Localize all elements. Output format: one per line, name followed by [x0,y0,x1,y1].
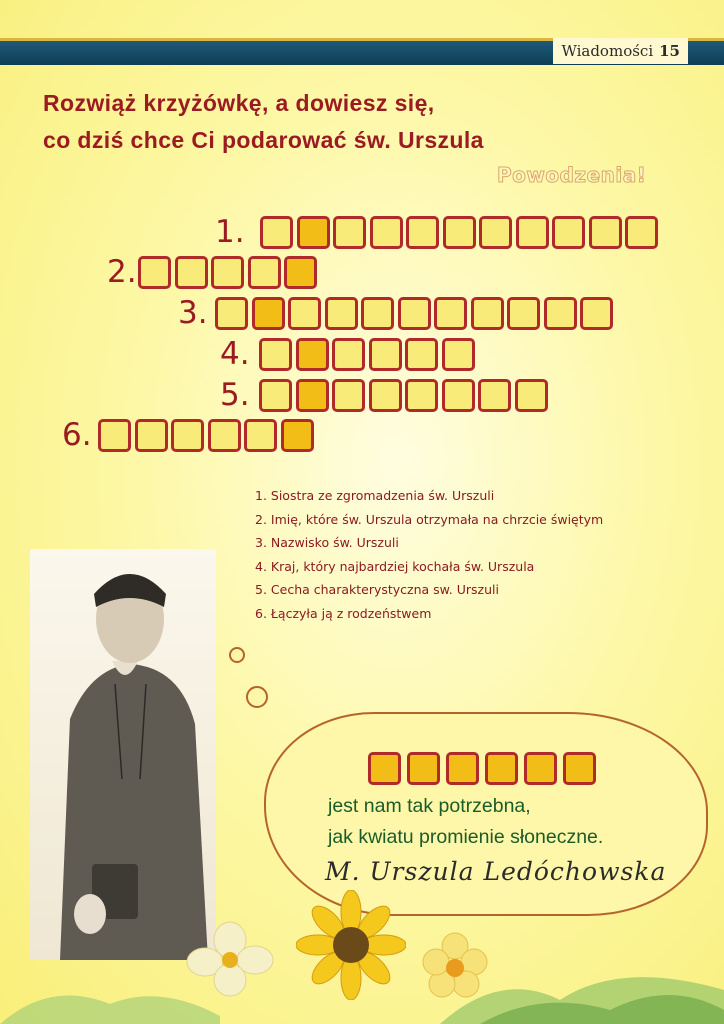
crossword-cell[interactable] [138,256,171,289]
crossword-cell[interactable] [369,379,402,412]
answer-cell[interactable] [407,752,440,785]
row-number-5: 5. [220,377,250,413]
crossword-cell[interactable] [434,297,467,330]
crossword-cell[interactable] [175,256,208,289]
crossword-cell[interactable] [259,338,292,371]
clue-item: 1. Siostra ze zgromadzenia św. Urszuli [255,488,495,503]
page-number: 15 [659,42,680,60]
photo-illustration [30,549,216,960]
crossword-cell[interactable] [288,297,321,330]
crossword-cell[interactable] [333,216,366,249]
clue-item: 5. Cecha charakterystyczna sw. Urszuli [255,582,499,597]
answer-cell[interactable] [563,752,596,785]
answer-cell[interactable] [485,752,518,785]
crossword-cell[interactable] [248,256,281,289]
crossword-cell[interactable] [135,419,168,452]
row-number-3: 3. [178,295,208,331]
crossword-cell[interactable] [259,379,292,412]
sunflower-icon [296,890,406,1000]
crossword-key-cell[interactable] [252,297,285,330]
crossword-cell[interactable] [406,216,439,249]
crossword-cell[interactable] [478,379,511,412]
crossword-cell[interactable] [211,256,244,289]
answer-cell[interactable] [368,752,401,785]
row-number-2: 2. [107,254,137,290]
crossword-cell[interactable] [332,338,365,371]
crossword-cell[interactable] [625,216,658,249]
crossword-cell[interactable] [325,297,358,330]
title-line-2: co dziś chce Ci podarować św. Urszula [43,127,484,153]
signature: M. Urszula Ledóchowska [325,857,667,886]
crossword-cell[interactable] [471,297,504,330]
crossword-cell[interactable] [208,419,241,452]
saint-photo [30,549,216,960]
thought-dot-large [246,686,268,708]
crossword-cell[interactable] [332,379,365,412]
clue-item: 4. Kraj, który najbardziej kochała św. Urszula [255,558,535,574]
clue-item: 3. Nazwisko św. Urszuli [255,535,399,550]
clue-item: 2. Imię, które św. Urszula otrzymała na chrzcie świętym [255,511,604,527]
clue-list [255,484,603,625]
row-number-6: 6. [62,417,92,453]
crossword-cell[interactable] [442,338,475,371]
page-title [43,85,603,159]
crossword-cell[interactable] [260,216,293,249]
answer-cell[interactable] [446,752,479,785]
crossword-cell[interactable] [516,216,549,249]
crossword-cell[interactable] [370,216,403,249]
crossword-key-cell[interactable] [297,216,330,249]
good-luck-text: Powodzenia! [497,163,647,187]
crossword-cell[interactable] [405,379,438,412]
crossword-cell[interactable] [479,216,512,249]
page-header [553,38,688,64]
crossword-cell[interactable] [215,297,248,330]
crossword-cell[interactable] [589,216,622,249]
crossword-cell[interactable] [398,297,431,330]
crossword-cell[interactable] [171,419,204,452]
crossword-cell[interactable] [98,419,131,452]
crossword-cell[interactable] [443,216,476,249]
crossword-cell[interactable] [369,338,402,371]
answer-cell[interactable] [524,752,557,785]
row-number-1: 1. [215,214,245,250]
clue-item: 6. Łączyła ją z rodzeństwem [255,605,432,621]
crossword-cell[interactable] [442,379,475,412]
leaves-decoration [440,960,724,1024]
section-name: Wiadomości [561,42,654,60]
crossword-cell[interactable] [507,297,540,330]
crossword-key-cell[interactable] [284,256,317,289]
thought-dot-small [229,647,245,663]
leaves-decoration [0,960,220,1024]
quote-line-2: jak kwiatu promienie słoneczne. [328,826,604,848]
crossword-cell[interactable] [544,297,577,330]
crossword-key-cell[interactable] [281,419,314,452]
crossword-key-cell[interactable] [296,338,329,371]
title-line-1: Rozwiąż krzyżówkę, a dowiesz się, [43,90,435,116]
crossword-cell[interactable] [552,216,585,249]
crossword-cell[interactable] [405,338,438,371]
crossword-cell[interactable] [244,419,277,452]
quote-line-1: jest nam tak potrzebna, [328,795,531,817]
crossword-key-cell[interactable] [296,379,329,412]
crossword-cell[interactable] [515,379,548,412]
row-number-4: 4. [220,336,250,372]
crossword-cell[interactable] [580,297,613,330]
crossword-cell[interactable] [361,297,394,330]
